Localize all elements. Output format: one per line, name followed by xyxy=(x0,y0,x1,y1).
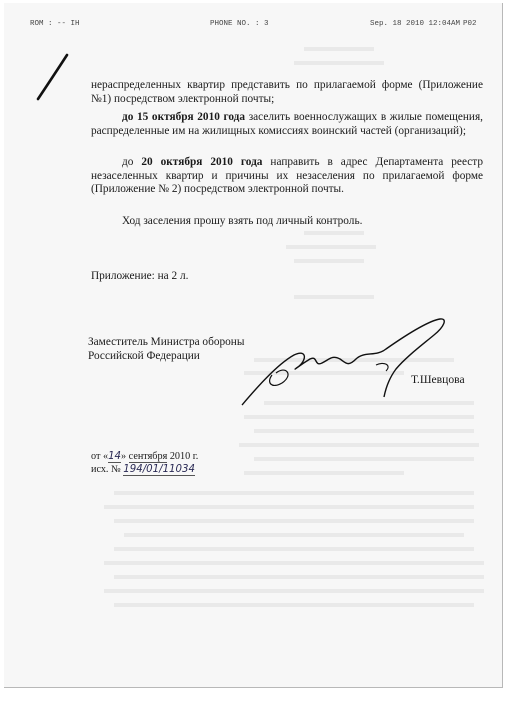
handwritten-signature xyxy=(236,313,456,413)
paragraph-2-date: до 15 октября 2010 года xyxy=(122,111,246,123)
fax-datetime: Sep. 18 2010 12:04AM xyxy=(370,20,461,28)
fax-from: ROM : -- IH xyxy=(30,20,80,28)
signer-title-line-2: Российской Федерации xyxy=(88,350,200,362)
paragraph-3-text: направить в адрес Департамента реестр незаселенных квартир и причины их незаселения по прилагаемой форме (Приложение № 2) посредством электронной почты. xyxy=(91,156,483,196)
date-prefix: от « xyxy=(91,451,109,462)
date-month: сентября xyxy=(128,451,168,462)
paragraph-4: Ход заселения прошу взять под личный контроль. xyxy=(122,215,363,227)
paragraph-1: нераспределенных квартир представить по прилагаемой форме (Приложение №1) посредством электронной почты; xyxy=(91,79,483,105)
signer-name: Т.Шевцова xyxy=(411,373,465,386)
paragraph-3-prefix: до xyxy=(122,156,142,168)
date-suffix: 2010 г. xyxy=(167,451,199,462)
fax-page xyxy=(4,3,503,688)
paragraph-3-date: 20 октября 2010 года xyxy=(141,156,263,168)
pen-slash-mark xyxy=(34,53,74,103)
paragraph-2 xyxy=(91,111,483,138)
number-value: 194/01/11034 xyxy=(123,464,195,475)
date-day: 14 xyxy=(108,451,122,462)
paragraph-2-text: заселить военнослужащих в жилые помещения, распределенные им на жилищных комиссиях воинский частей (организаций); xyxy=(91,111,483,137)
document-date xyxy=(91,450,198,463)
signer-title-line-1: Заместитель Министра обороны xyxy=(88,336,245,348)
paragraph-3 xyxy=(91,156,483,197)
fax-page-number: P02 xyxy=(463,20,477,28)
document-number xyxy=(91,463,198,476)
number-prefix: исх. № xyxy=(91,464,124,475)
attachment-note: Приложение: на 2 л. xyxy=(91,270,189,282)
date-mid: » xyxy=(121,451,129,462)
signer-title xyxy=(88,335,244,363)
document-date-block xyxy=(91,450,198,476)
fax-phone: PHONE NO. : 3 xyxy=(210,20,269,28)
